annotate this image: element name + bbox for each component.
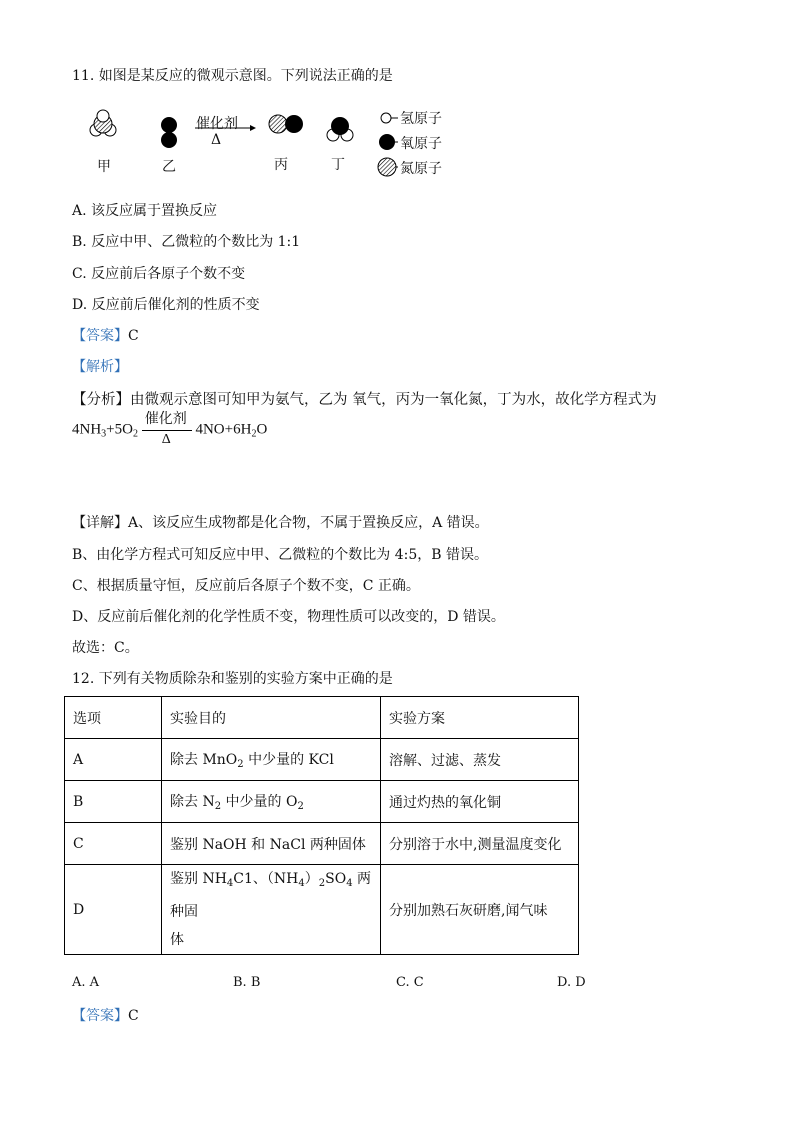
eq-right-a: 4NO+6H: [195, 421, 252, 438]
row-d-purpose-sub4: 4: [346, 878, 353, 889]
q12-stem: 12. 下列有关物质除杂和鉴别的实验方案中正确的是: [72, 671, 393, 687]
q11-detail-b: B、由化学方程式可知反应中甲、乙微粒的个数比为 4:5，B 错误。: [72, 547, 489, 563]
row-d-purpose-line2: 体: [170, 932, 184, 948]
eq-right-b: O: [256, 421, 268, 438]
table-row: [65, 865, 579, 955]
row-d-plan: 分别加熟石灰研磨,闻气味: [381, 865, 579, 955]
arrow-condition-top: 催化剂: [196, 116, 238, 132]
eq-condition-line: [142, 430, 192, 431]
row-b-purpose: [162, 781, 381, 823]
table-row: [65, 781, 579, 823]
eq-condition-bottom: Δ: [161, 432, 171, 447]
row-d-purpose: [162, 865, 381, 955]
q12-choice-a: A. A: [72, 975, 100, 990]
row-a-purpose-sub: 2: [237, 759, 244, 770]
eq-condition: [142, 412, 192, 447]
header-plan: 实验方案: [381, 697, 579, 739]
header-option: 选项: [65, 697, 162, 739]
q11-answer: [72, 326, 139, 346]
table-header-row: [65, 697, 579, 739]
q11-conclusion: 故选：C。: [72, 640, 139, 656]
row-d-purpose-sub3: 2: [318, 878, 326, 889]
row-a-purpose-a: 除去 MnO: [170, 752, 238, 768]
legend-oxygen-icon: [379, 134, 398, 150]
row-a-option: A: [65, 739, 162, 781]
legend-oxygen-label: 氧原子: [400, 136, 442, 152]
row-d-purpose-c: ）: [304, 871, 319, 887]
row-d-option: D: [65, 865, 162, 955]
q11-option-c: C. 反应前后各原子个数不变: [72, 266, 246, 282]
label-yi: 乙: [162, 159, 176, 175]
q11-analysis: 【分析】由微观示意图可知甲为氨气，乙为 氧气，丙为一氧化氮，丁为水，故化学方程式为: [72, 392, 657, 408]
water-molecule-icon: [327, 117, 353, 141]
legend-hydrogen-icon: [381, 113, 398, 123]
q11-detail-d: D、反应前后催化剂的化学性质不变，物理性质可以改变的，D 错误。: [72, 609, 505, 625]
label-bing: 丙: [274, 157, 288, 173]
legend-hydrogen-label: 氢原子: [400, 111, 442, 127]
row-b-purpose-sub: 2: [214, 801, 222, 812]
row-d-purpose-sub2: 4: [298, 878, 305, 889]
answer-value: C: [128, 328, 139, 344]
q12-answer-label: 【答案】: [72, 1008, 128, 1024]
q11-option-d: D. 反应前后催化剂的性质不变: [72, 297, 260, 313]
eq-condition-top: 催化剂: [144, 412, 187, 427]
eq-left-a-sub: 3: [101, 428, 107, 440]
legend-nitrogen-icon: [378, 158, 398, 176]
q11-stem: 11. 如图是某反应的微观示意图。下列说法正确的是: [72, 68, 393, 84]
q11-detail-a: 【详解】A、该反应生成物都是化合物，不属于置换反应，A 错误。: [72, 515, 489, 531]
q12-choice-d: D. D: [557, 975, 586, 990]
eq-left-b-sub: 2: [132, 428, 138, 440]
q12-table: [64, 696, 579, 955]
eq-left-a: 4NH: [72, 421, 102, 438]
row-b-plan: 通过灼热的氧化铜: [381, 781, 579, 823]
label-ding: 丁: [331, 157, 345, 173]
q12-choice-b: B. B: [233, 975, 261, 990]
q11-option-b: B. 反应中甲、乙微粒的个数比为 1:1: [72, 234, 301, 250]
table-row: [65, 739, 579, 781]
q12-answer-value: C: [128, 1008, 139, 1024]
row-a-purpose-b: 中少量的 KCl: [243, 752, 334, 768]
header-purpose: 实验目的: [162, 697, 381, 739]
row-b-option: B: [65, 781, 162, 823]
answer-label: 【答案】: [72, 328, 128, 344]
ammonia-molecule-icon: [90, 110, 116, 136]
row-c-plan: 分别溶于水中,测量温度变化: [381, 823, 579, 865]
q11-option-a: A. 该反应属于置换反应: [72, 203, 218, 219]
eq-left-b: +5O: [106, 421, 133, 438]
chemical-equation: [72, 412, 268, 447]
row-d-purpose-a: 鉴别 NH: [170, 871, 227, 887]
row-b-purpose-b: 中少量的 O: [221, 794, 298, 810]
row-d-purpose-d: SO: [325, 871, 347, 887]
row-c-purpose: 鉴别 NaOH 和 NaCl 两种固体: [162, 823, 381, 865]
row-d-purpose-e: 两种固: [170, 871, 372, 920]
row-b-purpose-a: 除去 N: [170, 794, 215, 810]
row-c-option: C: [65, 823, 162, 865]
nitric-oxide-molecule-icon: [269, 115, 303, 133]
oxygen-molecule-icon: [161, 117, 177, 148]
q11-detail-c: C、根据质量守恒，反应前后各原子个数不变，C 正确。: [72, 578, 420, 594]
row-d-purpose-b: C1、（NH: [233, 871, 299, 887]
q12-answer: [72, 1006, 139, 1026]
q11-analysis-label: 【解析】: [72, 359, 128, 375]
q12-choice-c: C. C: [396, 975, 424, 990]
legend-nitrogen-label: 氮原子: [400, 161, 442, 177]
label-jia: 甲: [97, 159, 111, 175]
table-row: [65, 823, 579, 865]
row-b-purpose-sub2: 2: [297, 801, 304, 812]
arrow-condition-bottom: Δ: [211, 132, 222, 148]
row-a-purpose: [162, 739, 381, 781]
row-a-plan: 溶解、过滤、蒸发: [381, 739, 579, 781]
eq-right-a-sub: 2: [251, 428, 257, 440]
row-d-purpose-sub: 4: [226, 878, 234, 889]
